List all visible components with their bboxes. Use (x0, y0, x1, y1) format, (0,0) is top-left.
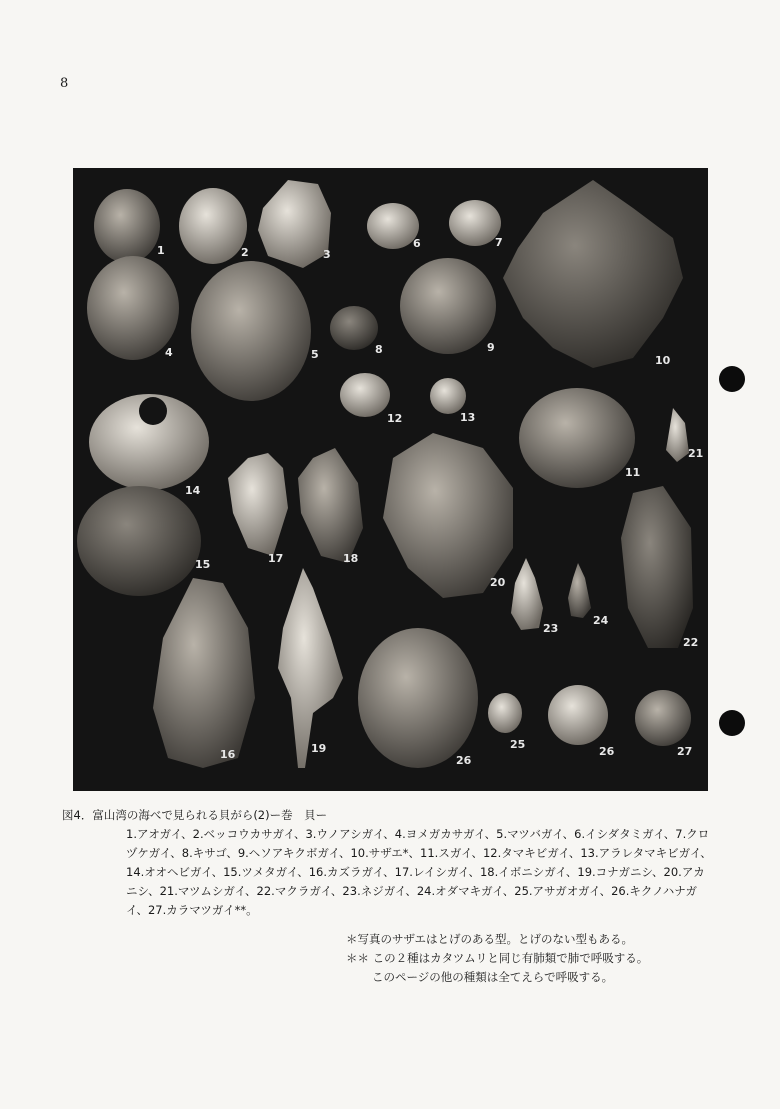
label-25: 25 (510, 738, 526, 751)
shell-27 (635, 690, 691, 746)
shell-26-large (358, 628, 478, 768)
shell-16 (153, 578, 255, 768)
label-6: 6 (413, 237, 421, 250)
label-16: 16 (220, 748, 236, 761)
label-22: 22 (683, 636, 699, 649)
label-15: 15 (195, 558, 211, 571)
label-13: 13 (460, 411, 476, 424)
shell-10 (503, 180, 683, 368)
label-26: 26 (599, 745, 615, 758)
shell-1 (94, 189, 160, 263)
label-2: 2 (241, 246, 249, 259)
label-11: 11 (625, 466, 641, 479)
label-9: 9 (487, 341, 495, 354)
label-18: 18 (343, 552, 359, 565)
label-21: 21 (688, 447, 704, 460)
shell-20 (383, 433, 513, 598)
shell-13 (430, 378, 466, 414)
figure-caption (62, 806, 722, 920)
shell-3 (258, 180, 331, 268)
shell-5 (191, 261, 311, 401)
shell-24 (568, 563, 591, 618)
label-26-large: 26 (456, 754, 472, 767)
shell-photo (73, 168, 708, 791)
label-3: 3 (323, 248, 331, 261)
shell-21 (666, 408, 689, 462)
label-24: 24 (593, 614, 609, 627)
shell-11 (519, 388, 635, 488)
shell-15 (77, 486, 201, 596)
binder-hole-top (719, 366, 745, 392)
shell-4 (87, 256, 179, 360)
note-1: ＊写真のサザエはとげのある型。とげのない型もある。 (346, 932, 634, 946)
note-2: ＊＊ この２種はカタツムリと同じ有肺類で肺で呼吸する。 (346, 951, 649, 965)
page-number: 8 (60, 76, 69, 91)
shell-6 (367, 203, 419, 249)
caption-species-list: 1.アオガイ、2.ベッコウカサガイ、3.ウノアシガイ、4.ヨメガカサガイ、5.マツバガイ、6.イシダタミガイ、7.クロヅケガイ、8.キサゴ、9.ヘソアキクボガイ、10.サザエ*、11.スガイ、12.タマキビガイ、13.アラレタマキビガイ、14.オオヘビガイ、15.ツメタガイ、16.カズラガイ、17.レイシガイ、18.イボニシガイ、19.コナガニシ、20.アカニシ、21.マツムシガイ、22.マクラガイ、23.ネジガイ、24.オダマキガイ、25.アサガオガイ、26.キクノハナガイ、27.カラマツガイ**。 (126, 827, 712, 917)
shell-9 (400, 258, 496, 354)
shell-22 (621, 486, 693, 648)
shell-17 (228, 453, 288, 556)
label-1: 1 (157, 244, 165, 257)
shell-19 (278, 568, 343, 768)
figure-notes (346, 930, 746, 987)
label-12: 12 (387, 412, 403, 425)
label-10: 10 (655, 354, 671, 367)
label-4: 4 (165, 346, 173, 359)
shell-23 (511, 558, 543, 630)
shell-2 (179, 188, 247, 264)
label-27: 27 (677, 745, 693, 758)
shell-25 (488, 693, 522, 733)
binder-hole-bottom (719, 710, 745, 736)
label-5: 5 (311, 348, 319, 361)
shell-18 (298, 448, 363, 563)
label-23: 23 (543, 622, 559, 635)
shell-26 (548, 685, 608, 745)
caption-title: 図4．富山湾の海べで見られる貝がら(2)ー巻 貝ー (62, 808, 328, 822)
shell-12 (340, 373, 390, 417)
label-14: 14 (185, 484, 201, 497)
shell-7 (449, 200, 501, 246)
label-20: 20 (490, 576, 506, 589)
shell-8 (330, 306, 378, 350)
label-8: 8 (375, 343, 383, 356)
shell-photo-plate (73, 168, 708, 791)
label-7: 7 (495, 236, 503, 249)
label-19: 19 (311, 742, 327, 755)
label-17: 17 (268, 552, 284, 565)
note-2-continued: このページの他の種類は全てえらで呼吸する。 (372, 970, 614, 984)
